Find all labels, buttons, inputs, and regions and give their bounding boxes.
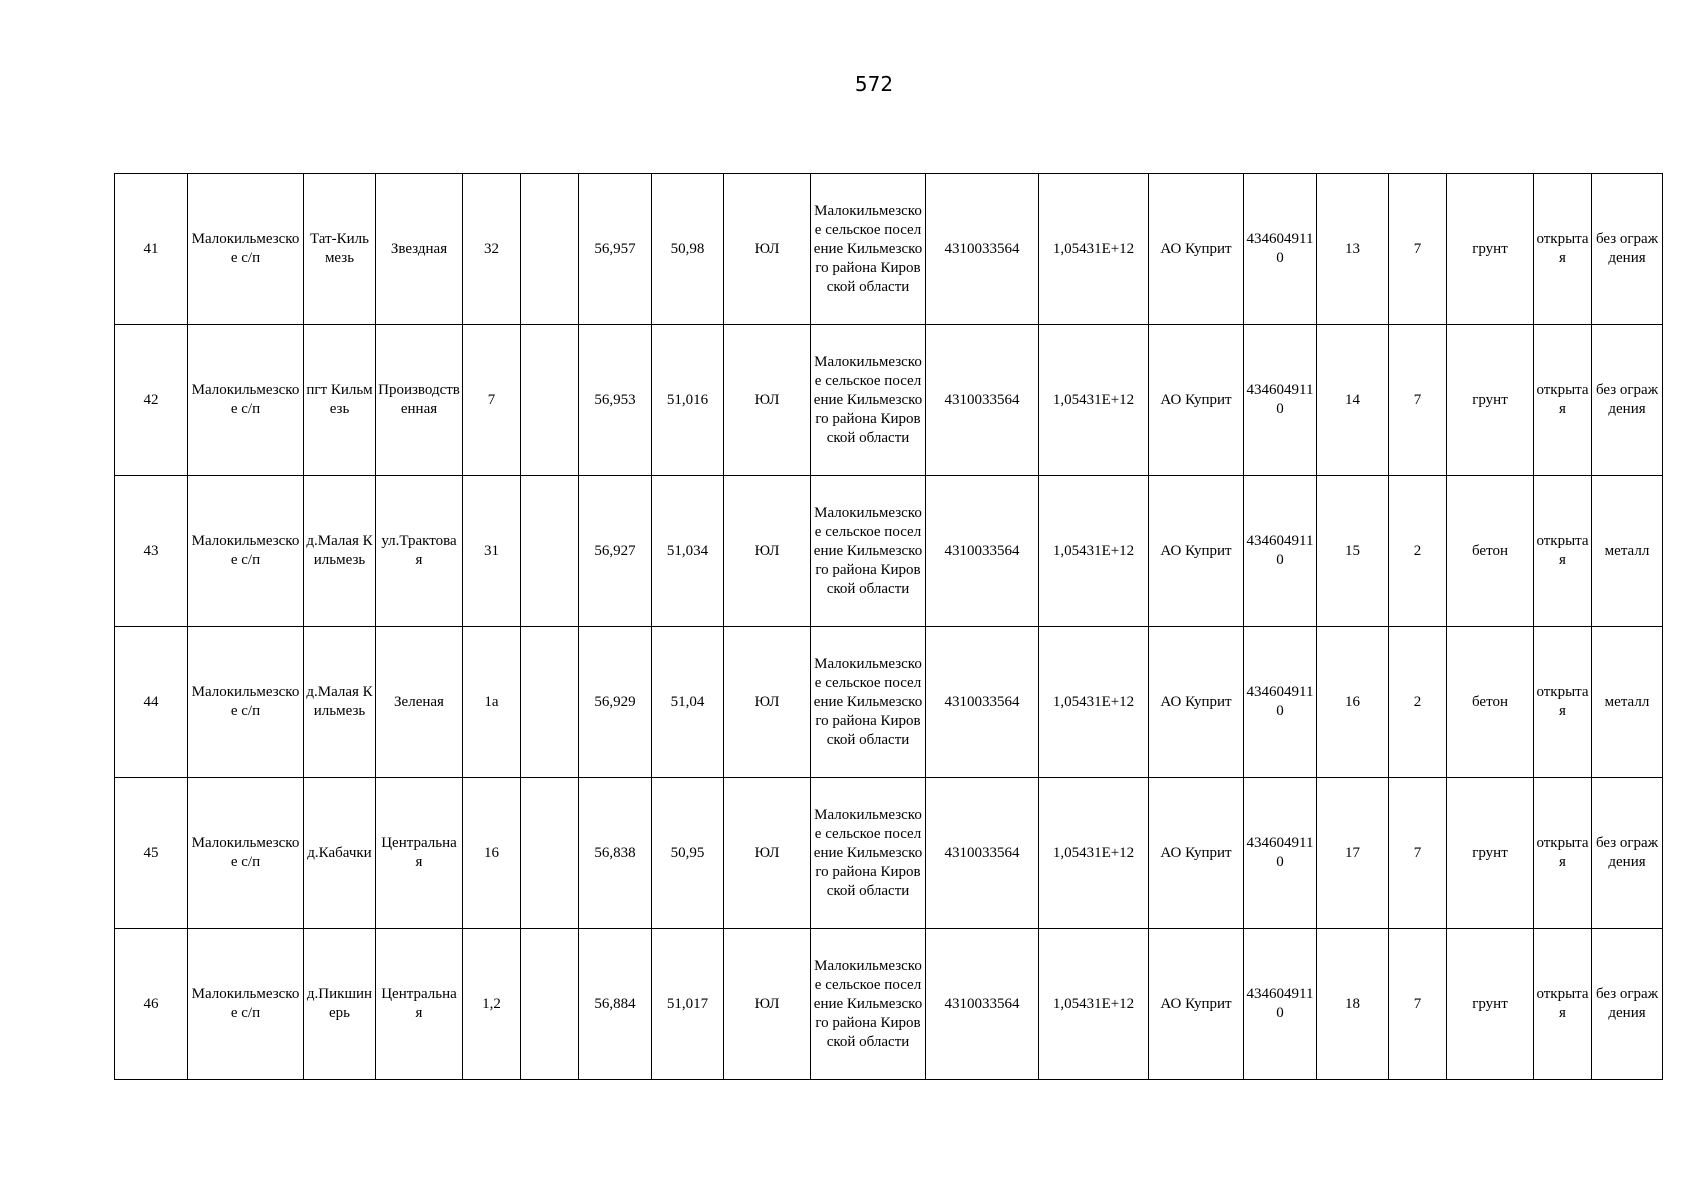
ogrn-cell: 1,05431E+12: [1039, 476, 1149, 627]
owner-name-cell: Малокильмезское сельское поселение Кильмезского района Кировской области: [811, 929, 926, 1080]
area-cell: 7: [1389, 325, 1447, 476]
inn-cell: 4310033564: [926, 174, 1039, 325]
fence-cell: без ограждения: [1592, 325, 1663, 476]
empty-cell: [521, 476, 579, 627]
row-number: 43: [115, 476, 188, 627]
site-number-cell: 16: [1317, 627, 1389, 778]
settlement-cell: Малокильмезское с/п: [188, 627, 304, 778]
operator-cell: АО Куприт: [1149, 929, 1244, 1080]
house-cell: 32: [463, 174, 521, 325]
operator-inn-cell: 4346049110: [1244, 174, 1317, 325]
empty-cell: [521, 929, 579, 1080]
site-type-cell: открытая: [1534, 627, 1592, 778]
ogrn-cell: 1,05431E+12: [1039, 627, 1149, 778]
surface-cell: грунт: [1447, 929, 1534, 1080]
ogrn-cell: 1,05431E+12: [1039, 174, 1149, 325]
house-cell: 16: [463, 778, 521, 929]
settlement-cell: Малокильмезское с/п: [188, 476, 304, 627]
locality-cell: Тат-Кильмезь: [304, 174, 376, 325]
site-number-cell: 15: [1317, 476, 1389, 627]
operator-cell: АО Куприт: [1149, 627, 1244, 778]
longitude-cell: 51,04: [652, 627, 724, 778]
registry-table: [114, 173, 1663, 1080]
house-cell: 31: [463, 476, 521, 627]
owner-type-cell: ЮЛ: [724, 778, 811, 929]
operator-cell: АО Куприт: [1149, 174, 1244, 325]
fence-cell: металл: [1592, 627, 1663, 778]
latitude-cell: 56,957: [579, 174, 652, 325]
owner-name-cell: Малокильмезское сельское поселение Кильмезского района Кировской области: [811, 325, 926, 476]
settlement-cell: Малокильмезское с/п: [188, 929, 304, 1080]
table-row: [115, 627, 1663, 778]
locality-cell: пгт Кильмезь: [304, 325, 376, 476]
row-number: 44: [115, 627, 188, 778]
empty-cell: [521, 325, 579, 476]
operator-cell: АО Куприт: [1149, 778, 1244, 929]
empty-cell: [521, 174, 579, 325]
ogrn-cell: 1,05431E+12: [1039, 325, 1149, 476]
site-type-cell: открытая: [1534, 325, 1592, 476]
operator-inn-cell: 4346049110: [1244, 929, 1317, 1080]
fence-cell: металл: [1592, 476, 1663, 627]
owner-type-cell: ЮЛ: [724, 627, 811, 778]
site-type-cell: открытая: [1534, 174, 1592, 325]
owner-name-cell: Малокильмезское сельское поселение Кильмезского района Кировской области: [811, 627, 926, 778]
latitude-cell: 56,953: [579, 325, 652, 476]
owner-type-cell: ЮЛ: [724, 929, 811, 1080]
house-cell: 7: [463, 325, 521, 476]
operator-cell: АО Куприт: [1149, 476, 1244, 627]
latitude-cell: 56,838: [579, 778, 652, 929]
settlement-cell: Малокильмезское с/п: [188, 325, 304, 476]
area-cell: 2: [1389, 627, 1447, 778]
inn-cell: 4310033564: [926, 929, 1039, 1080]
settlement-cell: Малокильмезское с/п: [188, 174, 304, 325]
owner-type-cell: ЮЛ: [724, 325, 811, 476]
house-cell: 1,2: [463, 929, 521, 1080]
surface-cell: грунт: [1447, 174, 1534, 325]
site-type-cell: открытая: [1534, 778, 1592, 929]
longitude-cell: 51,034: [652, 476, 724, 627]
owner-name-cell: Малокильмезское сельское поселение Кильмезского района Кировской области: [811, 476, 926, 627]
operator-cell: АО Куприт: [1149, 325, 1244, 476]
street-cell: Звездная: [376, 174, 463, 325]
street-cell: Производственная: [376, 325, 463, 476]
area-cell: 7: [1389, 174, 1447, 325]
locality-cell: д.Малая Кильмезь: [304, 476, 376, 627]
table-row: [115, 174, 1663, 325]
street-cell: Центральная: [376, 929, 463, 1080]
latitude-cell: 56,884: [579, 929, 652, 1080]
surface-cell: грунт: [1447, 778, 1534, 929]
site-number-cell: 18: [1317, 929, 1389, 1080]
fence-cell: без ограждения: [1592, 929, 1663, 1080]
site-number-cell: 17: [1317, 778, 1389, 929]
longitude-cell: 51,017: [652, 929, 724, 1080]
locality-cell: д.Пикшинерь: [304, 929, 376, 1080]
latitude-cell: 56,927: [579, 476, 652, 627]
page-number: 572: [854, 72, 894, 96]
settlement-cell: Малокильмезское с/п: [188, 778, 304, 929]
empty-cell: [521, 627, 579, 778]
locality-cell: д.Малая Кильмезь: [304, 627, 376, 778]
site-number-cell: 13: [1317, 174, 1389, 325]
ogrn-cell: 1,05431E+12: [1039, 929, 1149, 1080]
locality-cell: д.Кабачки: [304, 778, 376, 929]
operator-inn-cell: 4346049110: [1244, 627, 1317, 778]
operator-inn-cell: 4346049110: [1244, 325, 1317, 476]
table-row: [115, 929, 1663, 1080]
inn-cell: 4310033564: [926, 325, 1039, 476]
empty-cell: [521, 778, 579, 929]
owner-name-cell: Малокильмезское сельское поселение Кильмезского района Кировской области: [811, 174, 926, 325]
area-cell: 2: [1389, 476, 1447, 627]
fence-cell: без ограждения: [1592, 174, 1663, 325]
operator-inn-cell: 4346049110: [1244, 476, 1317, 627]
row-number: 46: [115, 929, 188, 1080]
house-cell: 1а: [463, 627, 521, 778]
site-number-cell: 14: [1317, 325, 1389, 476]
street-cell: ул.Трактовая: [376, 476, 463, 627]
longitude-cell: 51,016: [652, 325, 724, 476]
surface-cell: бетон: [1447, 476, 1534, 627]
owner-name-cell: Малокильмезское сельское поселение Кильмезского района Кировской области: [811, 778, 926, 929]
row-number: 45: [115, 778, 188, 929]
inn-cell: 4310033564: [926, 476, 1039, 627]
area-cell: 7: [1389, 929, 1447, 1080]
surface-cell: грунт: [1447, 325, 1534, 476]
operator-inn-cell: 4346049110: [1244, 778, 1317, 929]
inn-cell: 4310033564: [926, 627, 1039, 778]
surface-cell: бетон: [1447, 627, 1534, 778]
site-type-cell: открытая: [1534, 929, 1592, 1080]
table-row: [115, 325, 1663, 476]
latitude-cell: 56,929: [579, 627, 652, 778]
street-cell: Зеленая: [376, 627, 463, 778]
longitude-cell: 50,95: [652, 778, 724, 929]
owner-type-cell: ЮЛ: [724, 174, 811, 325]
table-row: [115, 778, 1663, 929]
inn-cell: 4310033564: [926, 778, 1039, 929]
row-number: 42: [115, 325, 188, 476]
owner-type-cell: ЮЛ: [724, 476, 811, 627]
longitude-cell: 50,98: [652, 174, 724, 325]
ogrn-cell: 1,05431E+12: [1039, 778, 1149, 929]
table-row: [115, 476, 1663, 627]
table-body: [115, 174, 1663, 1080]
fence-cell: без ограждения: [1592, 778, 1663, 929]
site-type-cell: открытая: [1534, 476, 1592, 627]
street-cell: Центральная: [376, 778, 463, 929]
row-number: 41: [115, 174, 188, 325]
area-cell: 7: [1389, 778, 1447, 929]
